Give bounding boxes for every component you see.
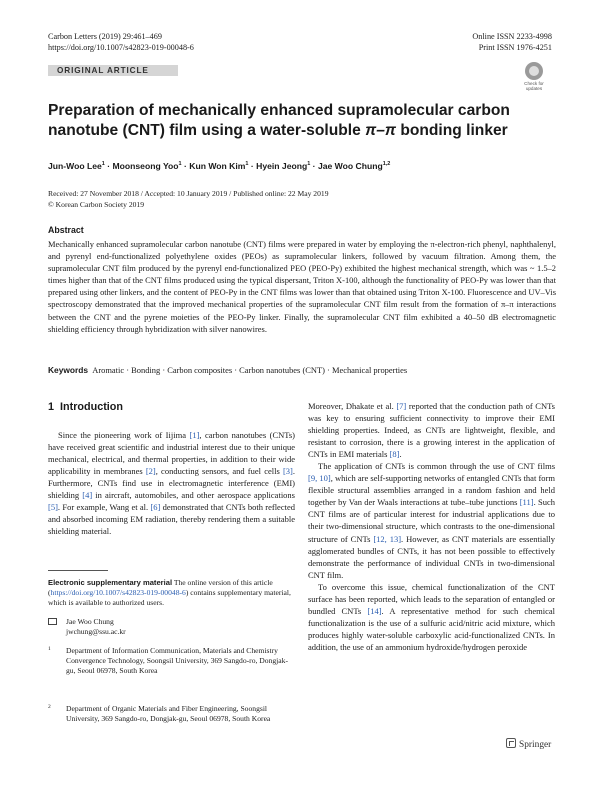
author-affiliation-mark: 1	[245, 161, 249, 167]
citation-link[interactable]: [11]	[519, 497, 534, 508]
print-issn: Print ISSN 1976-4251	[478, 43, 552, 52]
keywords-label: Keywords	[48, 365, 89, 375]
paragraph-text: . However, as CNT materials are essentially agglomerated bundles of CNTs, it has not been possible to effectively demonstrate the performance of individual CNTs in two-dimensional CNT film.	[308, 533, 555, 580]
check-updates-label	[518, 81, 550, 91]
author-affiliation-mark: 1,2	[382, 161, 391, 167]
check-updates-icon	[525, 62, 543, 80]
esm-text-2: ) contains supplementary material, which is available to authorized users.	[48, 588, 291, 608]
article-type-bar	[48, 65, 178, 76]
author-separator: ·	[181, 160, 190, 171]
citation-link[interactable]: [3]	[282, 466, 293, 477]
paragraph-text: To overcome this issue, chemical functionalization of the CNT surface has been reported, which leads to the separation of entangled or bundled CNTs	[308, 581, 555, 616]
citation-link[interactable]: [4]	[82, 490, 93, 501]
title-text-1: Preparation of mechanically enhanced supramolecular carbon nanotube (CNT) film using a water-soluble	[48, 102, 510, 139]
paragraph	[308, 400, 555, 460]
author-name[interactable]: Hyein Jeong$^1$	[256, 160, 311, 171]
publisher-logo	[506, 738, 551, 750]
author-name[interactable]: Jae Woo Chung$^{1,2}$	[317, 160, 391, 171]
copyright: © Korean Carbon Society 2019	[48, 199, 145, 209]
history-dates: Received: 27 November 2018 / Accepted: 10 January 2019 / Published online: 22 May 2019	[48, 189, 329, 198]
section-title: Introduction	[60, 401, 123, 413]
citation-link[interactable]: [9, 10]	[308, 473, 331, 484]
paragraph-text: . For example, Wang et al.	[57, 502, 151, 513]
affiliation-number: 2	[48, 704, 51, 710]
citation-link[interactable]: [5]	[48, 502, 58, 513]
publication-dates	[48, 189, 558, 210]
envelope-icon	[48, 618, 57, 625]
paragraph-text: , carbon nanotubes (CNTs) have received great scientific and industrial interest due to their unique mechanical, electrical, and thermal properties, in addition to their wide applicability in membranes	[48, 430, 296, 477]
doi-link[interactable]: https://doi.org/10.1007/s42823-019-00048-6	[48, 43, 194, 52]
esm-link[interactable]: https://doi.org/10.1007/s42823-019-00048-6	[50, 588, 186, 598]
section-number: 1	[48, 401, 55, 413]
citation-link[interactable]: [14]	[367, 605, 382, 616]
paragraph-text: in aircraft, automobiles, and other aerospace applications	[92, 490, 295, 501]
author-separator: ·	[248, 160, 257, 171]
supplementary-note	[48, 578, 295, 609]
check-for-updates-badge[interactable]	[518, 62, 550, 96]
esm-label: Electronic supplementary material	[48, 578, 173, 587]
paragraph-text: . Such CNT films are of particular interest for industrial applications due to their two-dimensional structure, which contrasts to the one-dimensional structure of CNTs	[308, 497, 555, 544]
article-type: ORIGINAL ARTICLE	[57, 66, 149, 75]
paragraph-text: .	[399, 449, 402, 460]
journal-header	[48, 31, 194, 53]
author-list	[48, 158, 558, 172]
paragraph	[308, 460, 555, 580]
right-column	[308, 400, 555, 653]
affiliation-text: Department of Information Communication, Materials and Chemistry Convergence Technology, Soongsil University, 369 Sangdo-ro, Dongjak-gu, Seoul 06978, South Korea	[66, 646, 288, 676]
affiliation-text: Department of Organic Materials and Fiber Engineering, Soongsil University, 369 Sangdo-ro, Dongjak-gu, Seoul 06978, South Korea	[66, 704, 271, 724]
footnote-divider	[48, 570, 108, 571]
paragraph-text: demonstrated that CNTs both reflected and absorbed incoming EM radiation, thereby rendering them a suitable shielding material.	[48, 502, 295, 537]
author-affiliation-mark: 1	[178, 161, 182, 167]
paper-title	[48, 101, 528, 141]
springer-horse-icon	[506, 738, 516, 748]
author-name[interactable]: Moonseong Yoo$^1$	[112, 160, 182, 171]
corresponding-author: Jae Woo Chung	[66, 617, 114, 626]
check-updates-line1: Check for	[524, 81, 544, 86]
author-separator: ·	[104, 160, 113, 171]
issn-header	[472, 31, 552, 53]
paragraph-text: Since the pioneering work of Iijima	[58, 430, 190, 440]
author-affiliation-mark: 1	[101, 161, 105, 167]
citation-link[interactable]: [12, 13]	[373, 533, 402, 544]
author-affiliation-mark: 1	[307, 161, 311, 167]
citation-link[interactable]: [6]	[150, 502, 161, 513]
citation-link[interactable]: [7]	[396, 401, 407, 411]
author-email[interactable]: jwchung@ssu.ac.kr	[66, 627, 126, 636]
paragraph-text: The application of CNTs is common through the use of CNT films	[318, 461, 555, 472]
esm-text-1: The online version of this article (	[48, 578, 273, 598]
citation-link[interactable]: [1]	[189, 430, 200, 440]
section-heading	[48, 401, 123, 413]
citation-link[interactable]: [8]	[389, 449, 400, 460]
online-issn: Online ISSN 2233-4998	[472, 32, 552, 41]
title-pi: π–π	[365, 122, 396, 139]
author-separator: ·	[310, 160, 318, 171]
left-column	[48, 429, 295, 537]
paragraph-text: reported that the conduction path of CNTs was key to ensuring sufficient connectivity to improve their EMI shielding properties. Indeed, as CNTs are lightweight, flexible, and resistant to corrosion, there is a growing interest in the application of CNTs in EMI materials	[308, 401, 555, 460]
paragraph-text: Moreover, Dhakate et al.	[308, 401, 397, 411]
author-name[interactable]: Jun-Woo Lee$^1$	[48, 160, 105, 171]
paragraph-text: , which are self-supporting networks of entangled CNTs that form flexible structural assemblies arranged in a random fashion and held together by Van der Waals interactions at tube–tube junctions	[308, 473, 555, 508]
affiliation-number: 1	[48, 646, 51, 652]
abstract-body: Mechanically enhanced supramolecular carbon nanotube (CNT) films were prepared in water by employing the π-electron-rich phenyl, naphthalenyl, and pyrenyl end-functionalized polyethylene oxides (PEOs) as supramolecular linkers, followed by vacuum filtration. Among them, the supramolecular CNT film produced by the pyrenyl end-functionalized PEO (PEO-Py) exhibited the highest mechanical strength, which was ~ 1.5–2 times higher than that of the CNT films produced using the typical dispersant, Triton X-100, although the functionality of PEO-Py was lower than that prepared using other linkers, and the content of PEO-Py in the CNT films was lower than that obtained using Triton X-100. Fluorescence and UV–Vis spectroscopy demonstrated that the improved mechanical properties of the supramolecular CNT film result from the formation of π–π interactions between the CNT and the pyrene moieties of the PEO-Py linker. Finally, the supramolecular CNT film exhibited a 40–50 dB electromagnetic shielding efficiency through hybridization with silver nanowires.	[48, 239, 556, 334]
keywords	[48, 364, 556, 376]
check-updates-line2: updates	[525, 86, 543, 92]
paragraph-text: . Furthermore, CNTs find use in electromagnetic interference (EMI) shielding	[48, 466, 296, 501]
abstract-heading: Abstract	[48, 225, 84, 235]
paragraph-text: . A representative method for such chemical functionalization is the use of a sulfuric acid/nitric acid mixture, which produces highly water-soluble carboxylic acid-functionalized CNTs. In addition, the use of an ammonium hydroxide/hydrogen peroxide	[308, 605, 555, 652]
citation-link[interactable]: [2]	[145, 466, 156, 477]
author-name[interactable]: Kun Won Kim$^1$	[189, 160, 249, 171]
paragraph-text: , conducting sensors, and fuel cells	[155, 466, 283, 477]
paragraph	[48, 429, 295, 537]
keywords-list: Aromatic · Bonding · Carbon composites · Carbon nanotubes (CNT) · Mechanical properties	[92, 365, 408, 375]
title-text-2: bonding linker	[395, 122, 508, 139]
journal-citation: Carbon Letters (2019) 29:461–469	[48, 32, 162, 41]
paragraph	[308, 581, 555, 653]
publisher-name: Springer	[519, 740, 552, 750]
